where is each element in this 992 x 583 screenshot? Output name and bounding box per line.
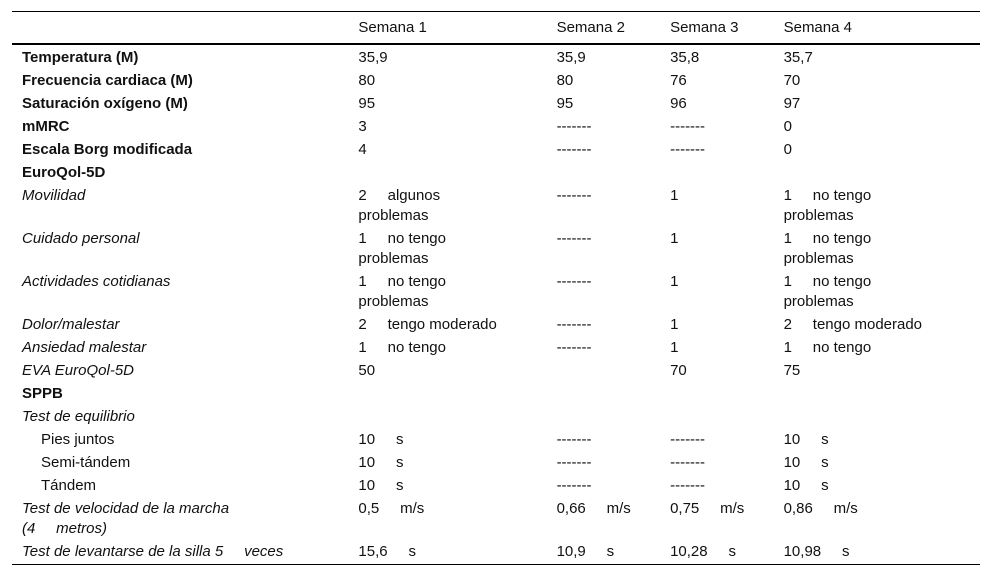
cell-week-2: 80 <box>556 72 574 89</box>
table-row <box>12 452 980 475</box>
table-row <box>12 70 980 93</box>
cell-week-4: 35,7 <box>783 49 813 66</box>
cell-week-3: 76 <box>670 72 687 89</box>
cell-week-1: 10 s <box>358 431 404 448</box>
cell-week-1 <box>348 406 546 429</box>
cell-week-1: 3 <box>358 118 367 135</box>
cell-week-3: 96 <box>670 95 687 112</box>
cell-week-4: 0,86 m/s <box>783 500 858 517</box>
table-row <box>12 429 980 452</box>
cell-week-2: ------- <box>556 316 592 333</box>
cell-week-1: 10 s <box>358 454 404 471</box>
table-row <box>12 360 980 383</box>
cell-week-1: 2 tengo moderado <box>358 316 497 333</box>
cell-week-1 <box>348 162 546 185</box>
cell-week-3: ------- <box>670 118 706 135</box>
cell-week-1 <box>348 383 546 406</box>
row-label: Pies juntos <box>41 431 115 448</box>
cell-week-3: 1 <box>670 273 679 290</box>
row-label: Saturación oxígeno (M) <box>22 95 188 112</box>
cell-week-4: 10 s <box>783 477 829 494</box>
cell-week-4: 0 <box>783 141 792 158</box>
table-row <box>12 162 980 185</box>
row-label: Ansiedad malestar <box>22 339 147 356</box>
cell-week-1: 1 no tengo problemas <box>358 273 446 310</box>
cell-week-2: 95 <box>556 95 574 112</box>
table-row <box>12 337 980 360</box>
table-row <box>12 406 980 429</box>
cell-week-3 <box>660 383 774 406</box>
table-row <box>12 383 980 406</box>
cell-week-2 <box>547 162 661 185</box>
cell-week-3: 1 <box>670 187 679 204</box>
cell-week-4: 1 no tengo problemas <box>783 230 872 267</box>
cell-week-3: ------- <box>670 454 706 471</box>
cell-week-3: 1 <box>670 339 679 356</box>
cell-week-4: 10 s <box>783 454 829 471</box>
cell-week-2: ------- <box>556 477 592 494</box>
cell-week-2: 0,66 m/s <box>556 500 631 517</box>
cell-week-4 <box>774 383 980 406</box>
cell-week-3: 1 <box>670 316 679 333</box>
cell-week-3: 10,28 s <box>670 543 736 560</box>
cell-week-2: ------- <box>556 339 592 356</box>
cell-week-4 <box>774 406 980 429</box>
row-label: Test de velocidad de la marcha (4 metros) <box>22 500 230 537</box>
row-label: Actividades cotidianas <box>22 273 171 290</box>
header-cell-label <box>12 12 348 45</box>
cell-week-3: 1 <box>670 230 679 247</box>
cell-week-4: 1 no tengo <box>783 339 872 356</box>
cell-week-4: 2 tengo moderado <box>783 316 923 333</box>
cell-week-4: 75 <box>783 362 801 379</box>
cell-week-1: 15,6 s <box>358 543 416 560</box>
table-row <box>12 185 980 228</box>
row-label: SPPB <box>22 385 63 402</box>
results-table <box>12 11 980 565</box>
cell-week-4: 97 <box>783 95 801 112</box>
row-label: EuroQol-5D <box>22 164 106 181</box>
cell-week-2: ------- <box>556 187 592 204</box>
header-cell-week-2: Semana 2 <box>556 19 625 36</box>
table-row <box>12 44 980 70</box>
header-cell-week-1: Semana 1 <box>358 19 427 36</box>
cell-week-1: 95 <box>358 95 376 112</box>
table-row <box>12 271 980 314</box>
table-row <box>12 228 980 271</box>
row-label: Movilidad <box>22 187 86 204</box>
cell-week-1: 2 algunos problemas <box>358 187 441 224</box>
row-label: Temperatura (M) <box>22 49 139 66</box>
header-row <box>12 12 980 45</box>
cell-week-2: ------- <box>556 431 592 448</box>
cell-week-4: 1 no tengo problemas <box>783 273 872 310</box>
header-cell-week-3: Semana 3 <box>670 19 739 36</box>
cell-week-2 <box>547 360 661 383</box>
cell-week-1: 1 no tengo problemas <box>358 230 446 267</box>
cell-week-4: 70 <box>783 72 801 89</box>
cell-week-1: 50 <box>358 362 376 379</box>
cell-week-2: ------- <box>556 230 592 247</box>
cell-week-2: ------- <box>556 118 592 135</box>
cell-week-1: 4 <box>358 141 367 158</box>
cell-week-1: 1 no tengo <box>358 339 446 356</box>
table-row <box>12 116 980 139</box>
header-cell-week-4: Semana 4 <box>783 19 852 36</box>
table-row <box>12 314 980 337</box>
cell-week-2 <box>547 383 661 406</box>
cell-week-3: 35,8 <box>670 49 700 66</box>
row-label: Test de equilibrio <box>22 408 135 425</box>
cell-week-2: ------- <box>556 273 592 290</box>
row-label: Escala Borg modificada <box>22 141 193 158</box>
cell-week-2 <box>547 406 661 429</box>
cell-week-3: ------- <box>670 431 706 448</box>
row-label: Tándem <box>41 477 97 494</box>
cell-week-2: ------- <box>556 454 592 471</box>
table-row <box>12 93 980 116</box>
cell-week-4: 0 <box>783 118 792 135</box>
table-row <box>12 139 980 162</box>
cell-week-1: 80 <box>358 72 376 89</box>
cell-week-4: 10,98 s <box>783 543 850 560</box>
cell-week-3 <box>660 406 774 429</box>
cell-week-1: 0,5 m/s <box>358 500 425 517</box>
cell-week-2: ------- <box>556 141 592 158</box>
row-label: Dolor/malestar <box>22 316 120 333</box>
table-row <box>12 498 980 541</box>
cell-week-2: 10,9 s <box>556 543 615 560</box>
cell-week-3: ------- <box>670 477 706 494</box>
cell-week-4: 10 s <box>783 431 829 448</box>
row-label: Semi-tándem <box>41 454 131 471</box>
cell-week-3: 70 <box>670 362 687 379</box>
cell-week-4 <box>774 162 980 185</box>
cell-week-3: 0,75 m/s <box>670 500 745 517</box>
row-label: Test de levantarse de la silla 5 veces <box>22 543 284 560</box>
cell-week-2: 35,9 <box>556 49 586 66</box>
row-label: EVA EuroQol-5D <box>22 362 134 379</box>
cell-week-4: 1 no tengo problemas <box>783 187 872 224</box>
row-label: Frecuencia cardiaca (M) <box>22 72 193 89</box>
table-body <box>12 44 980 565</box>
table-row <box>12 541 980 565</box>
cell-week-1: 35,9 <box>358 49 388 66</box>
cell-week-3: ------- <box>670 141 706 158</box>
cell-week-3 <box>660 162 774 185</box>
table-row <box>12 475 980 498</box>
cell-week-1: 10 s <box>358 477 404 494</box>
row-label: mMRC <box>22 118 70 135</box>
row-label: Cuidado personal <box>22 230 140 247</box>
